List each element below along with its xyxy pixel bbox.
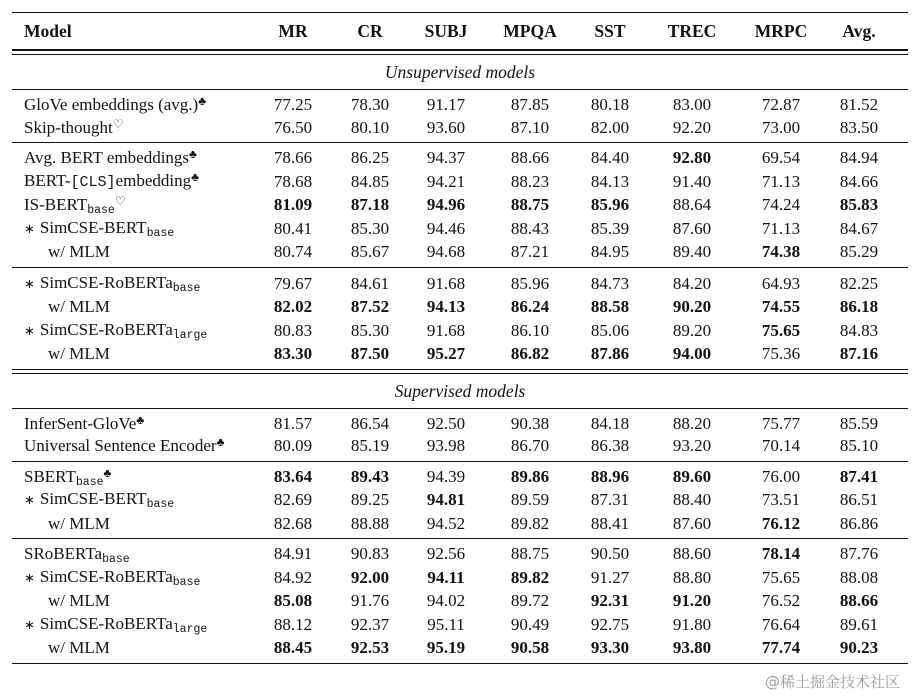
score-cell: 85.59 xyxy=(839,413,879,433)
score-cell: 76.00 xyxy=(761,466,801,486)
asterisk-marker: ∗ xyxy=(24,570,35,586)
score-cell: 77.74 xyxy=(761,638,801,657)
score-cell: 64.93 xyxy=(761,273,801,293)
score-cell: 84.66 xyxy=(839,171,879,191)
score-cell: 91.17 xyxy=(426,95,466,114)
header-model: Model xyxy=(24,21,72,41)
score-cell: 93.20 xyxy=(672,436,712,455)
score-cell: 91.20 xyxy=(672,591,712,610)
model-size: base xyxy=(172,281,201,295)
model-size: base xyxy=(75,475,104,489)
score-cell: 81.09 xyxy=(273,195,313,214)
model-label: w/ MLM xyxy=(48,344,110,363)
model-name xyxy=(12,343,252,366)
score-cell: 74.38 xyxy=(761,242,801,261)
model-size: large xyxy=(172,622,208,636)
model-name xyxy=(12,296,252,319)
score-cell: 81.57 xyxy=(273,413,313,433)
score-cell: 80.09 xyxy=(273,436,313,455)
heart-mark: ♡ xyxy=(114,194,126,208)
score-cell: 90.50 xyxy=(590,544,630,563)
score-cell: 93.80 xyxy=(672,638,712,657)
score-cell: 92.00 xyxy=(350,567,390,587)
score-cell: 84.94 xyxy=(839,148,879,167)
row-group xyxy=(12,90,908,142)
table-row xyxy=(12,413,908,436)
score-cell: 75.65 xyxy=(761,567,801,587)
score-cell: 84.20 xyxy=(672,273,712,293)
model-size: base xyxy=(146,226,175,240)
score-cell: 80.10 xyxy=(350,117,390,137)
score-cell: 86.18 xyxy=(839,297,879,316)
score-cell: 90.49 xyxy=(510,614,550,634)
score-cell: 91.68 xyxy=(426,320,466,340)
header-col: CR xyxy=(357,21,383,41)
score-cell: 89.61 xyxy=(839,614,879,634)
table-row xyxy=(12,319,908,344)
score-cell: 85.39 xyxy=(590,218,630,238)
model-size: base xyxy=(87,204,115,217)
score-cell: 91.40 xyxy=(672,171,712,191)
score-cell: 91.68 xyxy=(426,273,466,293)
score-cell: 93.98 xyxy=(426,436,466,455)
score-cell: 87.21 xyxy=(510,242,550,261)
score-cell: 85.19 xyxy=(350,436,390,455)
table-row xyxy=(12,613,908,638)
score-cell: 85.30 xyxy=(350,320,390,340)
score-cell: 93.60 xyxy=(426,117,466,137)
score-cell: 84.61 xyxy=(350,273,390,293)
score-cell: 78.14 xyxy=(761,544,801,563)
score-cell: 84.85 xyxy=(350,171,390,191)
model-label: SRoBERTa xyxy=(24,544,103,563)
table-body xyxy=(12,50,908,663)
score-cell: 85.96 xyxy=(510,273,550,293)
model-label: BERT- xyxy=(24,170,71,190)
score-cell: 88.40 xyxy=(672,490,712,509)
header-col: MR xyxy=(278,21,308,41)
model-size: base xyxy=(146,498,175,511)
score-cell: 88.66 xyxy=(510,148,550,167)
model-name xyxy=(12,466,252,489)
score-cell: 90.38 xyxy=(510,413,550,433)
score-cell: 86.10 xyxy=(510,320,550,340)
score-cell: 92.31 xyxy=(590,591,630,610)
score-cell: 94.37 xyxy=(426,148,466,167)
score-cell: 71.13 xyxy=(761,171,801,191)
asterisk-marker: ∗ xyxy=(24,221,35,237)
row-group xyxy=(12,462,908,539)
score-cell: 85.08 xyxy=(273,591,313,610)
score-cell: 94.96 xyxy=(426,195,466,214)
score-cell: 87.52 xyxy=(350,297,390,316)
table-header xyxy=(12,13,908,49)
score-cell: 84.73 xyxy=(590,273,630,293)
score-cell: 87.60 xyxy=(672,218,712,238)
model-label: InferSent-GloVe xyxy=(24,413,137,433)
score-cell: 92.75 xyxy=(590,614,630,634)
score-cell: 94.46 xyxy=(426,218,466,238)
watermark: @稀土掘金技术社区 xyxy=(764,673,900,691)
score-cell: 87.86 xyxy=(590,344,630,363)
model-name xyxy=(12,488,252,513)
score-cell: 85.83 xyxy=(839,195,879,214)
score-cell: 94.00 xyxy=(672,344,712,363)
score-cell: 74.24 xyxy=(761,195,801,214)
score-cell: 86.38 xyxy=(590,436,630,455)
score-cell: 87.50 xyxy=(350,344,390,363)
score-cell: 75.77 xyxy=(761,413,801,433)
score-cell: 86.24 xyxy=(510,297,550,316)
table-row xyxy=(12,637,908,660)
score-cell: 86.70 xyxy=(510,436,550,455)
table-row xyxy=(12,513,908,536)
table-row xyxy=(12,435,908,458)
table-row xyxy=(12,147,908,170)
model-label: w/ MLM xyxy=(48,297,110,316)
model-name xyxy=(12,147,252,170)
score-cell: 89.59 xyxy=(510,490,550,509)
score-cell: 92.53 xyxy=(350,638,390,657)
model-label: SimCSE-BERT xyxy=(39,217,147,237)
score-cell: 89.72 xyxy=(510,591,550,610)
table-row xyxy=(12,566,908,591)
table-row xyxy=(12,94,908,117)
score-cell: 89.82 xyxy=(510,513,550,533)
header-col: SUBJ xyxy=(424,21,468,41)
model-label: SimCSE-RoBERTa xyxy=(39,566,173,586)
score-cell: 80.41 xyxy=(273,218,313,238)
score-cell: 78.68 xyxy=(273,171,313,191)
score-cell: 87.18 xyxy=(350,195,390,214)
score-cell: 94.02 xyxy=(426,591,466,610)
header-col: MPQA xyxy=(503,21,557,41)
score-cell: 78.30 xyxy=(350,95,390,114)
score-cell: 92.56 xyxy=(426,544,466,563)
score-cell: 88.75 xyxy=(510,195,550,214)
heart-mark: ♡ xyxy=(112,116,124,131)
club-mark: ♣ xyxy=(136,412,145,427)
score-cell: 71.13 xyxy=(761,218,801,238)
model-label: SimCSE-BERT xyxy=(39,489,147,508)
asterisk-marker: ∗ xyxy=(24,323,35,339)
score-cell: 84.92 xyxy=(273,567,313,587)
score-cell: 84.83 xyxy=(839,320,879,340)
score-cell: 85.30 xyxy=(350,218,390,238)
score-cell: 82.25 xyxy=(839,273,879,293)
table-row xyxy=(12,590,908,613)
model-size: large xyxy=(172,328,208,342)
model-name xyxy=(12,543,252,566)
header-col: Avg. xyxy=(842,21,876,41)
score-cell: 88.64 xyxy=(672,195,712,214)
score-cell: 92.50 xyxy=(426,413,466,433)
score-cell: 88.20 xyxy=(672,413,712,433)
score-cell: 85.29 xyxy=(839,242,879,261)
score-cell: 84.91 xyxy=(273,544,313,563)
model-name xyxy=(12,613,252,638)
score-cell: 76.64 xyxy=(761,614,801,634)
score-cell: 80.18 xyxy=(590,95,630,114)
score-cell: 84.13 xyxy=(590,171,630,191)
score-cell: 83.30 xyxy=(273,344,313,363)
score-cell: 83.64 xyxy=(273,466,313,486)
section-title: Supervised models xyxy=(394,380,526,401)
table-row xyxy=(12,488,908,513)
score-cell: 85.96 xyxy=(590,195,630,214)
model-name xyxy=(12,413,252,436)
score-cell: 93.30 xyxy=(590,638,630,657)
model-label: IS-BERT xyxy=(24,195,88,214)
table-row xyxy=(12,217,908,242)
score-cell: 76.12 xyxy=(761,513,801,533)
score-cell: 90.20 xyxy=(672,297,712,316)
score-cell: 77.25 xyxy=(273,95,313,114)
club-mark: ♣ xyxy=(189,147,197,161)
header-col: SST xyxy=(594,21,626,41)
model-label: GloVe embeddings (avg.) xyxy=(24,95,199,114)
section-title: Unsupervised models xyxy=(384,62,536,82)
score-cell: 89.82 xyxy=(510,567,550,587)
model-label: w/ MLM xyxy=(48,591,110,610)
score-cell: 90.58 xyxy=(510,638,550,657)
bottom-rule xyxy=(12,663,908,664)
score-cell: 79.67 xyxy=(273,273,313,293)
model-label: SimCSE-RoBERTa xyxy=(39,272,173,292)
score-cell: 95.11 xyxy=(427,614,465,634)
score-cell: 87.16 xyxy=(839,344,879,363)
model-name xyxy=(12,637,252,660)
results-table xyxy=(12,12,908,664)
score-cell: 72.87 xyxy=(761,95,801,114)
score-cell: 87.10 xyxy=(510,117,550,137)
score-cell: 88.23 xyxy=(510,171,550,191)
score-cell: 92.80 xyxy=(672,148,712,167)
table-row xyxy=(12,194,908,217)
score-cell: 73.00 xyxy=(761,117,801,137)
score-cell: 90.83 xyxy=(350,544,390,563)
score-cell: 86.54 xyxy=(350,413,390,433)
model-label: SimCSE-RoBERTa xyxy=(39,613,173,633)
table-row xyxy=(12,241,908,264)
score-cell: 69.54 xyxy=(761,148,801,167)
model-name xyxy=(12,117,252,140)
score-cell: 94.11 xyxy=(427,567,465,587)
asterisk-marker: ∗ xyxy=(24,617,35,633)
score-cell: 94.21 xyxy=(426,171,466,191)
club-mark: ♣ xyxy=(216,435,225,449)
score-cell: 89.43 xyxy=(350,466,390,486)
score-cell: 94.68 xyxy=(426,242,466,261)
score-cell: 84.95 xyxy=(590,242,630,261)
score-cell: 88.66 xyxy=(839,591,879,610)
table-row xyxy=(12,170,908,195)
score-cell: 94.39 xyxy=(426,466,466,486)
score-cell: 86.82 xyxy=(510,344,550,363)
score-cell: 88.80 xyxy=(672,567,712,587)
score-cell: 87.76 xyxy=(839,544,879,563)
model-name xyxy=(12,590,252,613)
score-cell: 88.12 xyxy=(273,614,313,634)
table-row xyxy=(12,272,908,297)
score-cell: 95.27 xyxy=(426,344,466,363)
score-cell: 70.14 xyxy=(761,436,801,455)
score-cell: 73.51 xyxy=(761,490,801,509)
score-cell: 94.13 xyxy=(426,297,466,316)
score-cell: 83.50 xyxy=(839,117,879,137)
score-cell: 80.83 xyxy=(273,320,313,340)
model-label: w/ MLM xyxy=(48,242,110,261)
score-cell: 92.20 xyxy=(672,117,712,137)
score-cell: 82.02 xyxy=(273,297,313,316)
table-row xyxy=(12,343,908,366)
score-cell: 75.36 xyxy=(761,344,801,363)
score-cell: 88.41 xyxy=(590,513,630,533)
table-row xyxy=(12,543,908,566)
model-label-suffix: embedding xyxy=(115,170,192,190)
model-name xyxy=(12,319,252,344)
row-group xyxy=(12,143,908,267)
score-cell: 87.41 xyxy=(839,466,879,486)
model-label: Skip-thought xyxy=(24,117,113,137)
score-cell: 84.40 xyxy=(590,148,630,167)
score-cell: 87.60 xyxy=(672,513,712,533)
model-name xyxy=(12,217,252,242)
score-cell: 85.10 xyxy=(839,436,879,455)
score-cell: 83.00 xyxy=(672,95,712,114)
score-cell: 88.75 xyxy=(510,544,550,563)
score-cell: 88.60 xyxy=(672,544,712,563)
model-label: Universal Sentence Encoder xyxy=(24,436,217,455)
score-cell: 88.43 xyxy=(510,218,550,238)
asterisk-marker: ∗ xyxy=(24,493,35,508)
score-cell: 81.52 xyxy=(839,95,879,114)
club-mark: ♣ xyxy=(191,169,199,184)
score-cell: 90.23 xyxy=(839,638,879,657)
row-group xyxy=(12,539,908,663)
header-col: MRPC xyxy=(754,21,808,41)
cls-token: [CLS] xyxy=(70,173,116,191)
score-cell: 88.96 xyxy=(590,466,630,486)
header-col: TREC xyxy=(667,21,717,41)
club-mark: ♣ xyxy=(103,465,112,480)
model-label: w/ MLM xyxy=(48,513,110,533)
model-label: SBERT xyxy=(24,466,76,486)
score-cell: 78.66 xyxy=(273,148,313,167)
score-cell: 91.80 xyxy=(672,614,712,634)
score-cell: 87.31 xyxy=(590,490,630,509)
row-group xyxy=(12,268,908,369)
model-label: Avg. BERT embeddings xyxy=(24,148,190,167)
score-cell: 86.25 xyxy=(350,148,390,167)
score-cell: 86.86 xyxy=(839,513,879,533)
score-cell: 82.68 xyxy=(273,513,313,533)
model-name xyxy=(12,170,252,195)
model-size: base xyxy=(172,575,201,589)
row-group xyxy=(12,409,908,461)
score-cell: 92.37 xyxy=(350,614,390,634)
model-name xyxy=(12,566,252,591)
score-cell: 82.00 xyxy=(590,117,630,137)
score-cell: 89.86 xyxy=(510,466,550,486)
score-cell: 74.55 xyxy=(761,297,801,316)
score-cell: 88.58 xyxy=(590,297,630,316)
asterisk-marker: ∗ xyxy=(24,276,35,292)
score-cell: 89.25 xyxy=(350,490,390,509)
score-cell: 85.67 xyxy=(350,242,390,261)
score-cell: 89.60 xyxy=(672,466,712,486)
score-cell: 76.50 xyxy=(273,117,313,137)
score-cell: 94.52 xyxy=(426,513,466,533)
score-cell: 80.74 xyxy=(273,242,313,261)
score-cell: 87.85 xyxy=(510,95,550,114)
score-cell: 95.19 xyxy=(426,638,466,657)
score-cell: 88.45 xyxy=(273,638,313,657)
score-cell: 84.67 xyxy=(839,218,879,238)
model-label: SimCSE-RoBERTa xyxy=(39,319,173,339)
model-size: base xyxy=(102,553,130,566)
model-name xyxy=(12,272,252,297)
score-cell: 84.18 xyxy=(590,413,630,433)
score-cell: 91.27 xyxy=(590,567,630,587)
model-name xyxy=(12,194,252,217)
score-cell: 94.81 xyxy=(426,490,466,509)
score-cell: 75.65 xyxy=(761,320,801,340)
table-row xyxy=(12,117,908,140)
table-row xyxy=(12,466,908,489)
model-name xyxy=(12,94,252,117)
score-cell: 85.06 xyxy=(590,320,630,340)
score-cell: 91.76 xyxy=(350,591,390,610)
model-name xyxy=(12,513,252,536)
club-mark: ♣ xyxy=(198,94,207,108)
score-cell: 82.69 xyxy=(273,490,313,509)
score-cell: 89.40 xyxy=(672,242,712,261)
model-label: w/ MLM xyxy=(48,638,110,657)
model-name xyxy=(12,241,252,264)
score-cell: 86.51 xyxy=(839,490,879,509)
score-cell: 76.52 xyxy=(761,591,801,610)
table-row xyxy=(12,296,908,319)
score-cell: 88.08 xyxy=(839,567,879,587)
model-name xyxy=(12,435,252,458)
score-cell: 88.88 xyxy=(350,513,390,533)
score-cell: 89.20 xyxy=(672,320,712,340)
